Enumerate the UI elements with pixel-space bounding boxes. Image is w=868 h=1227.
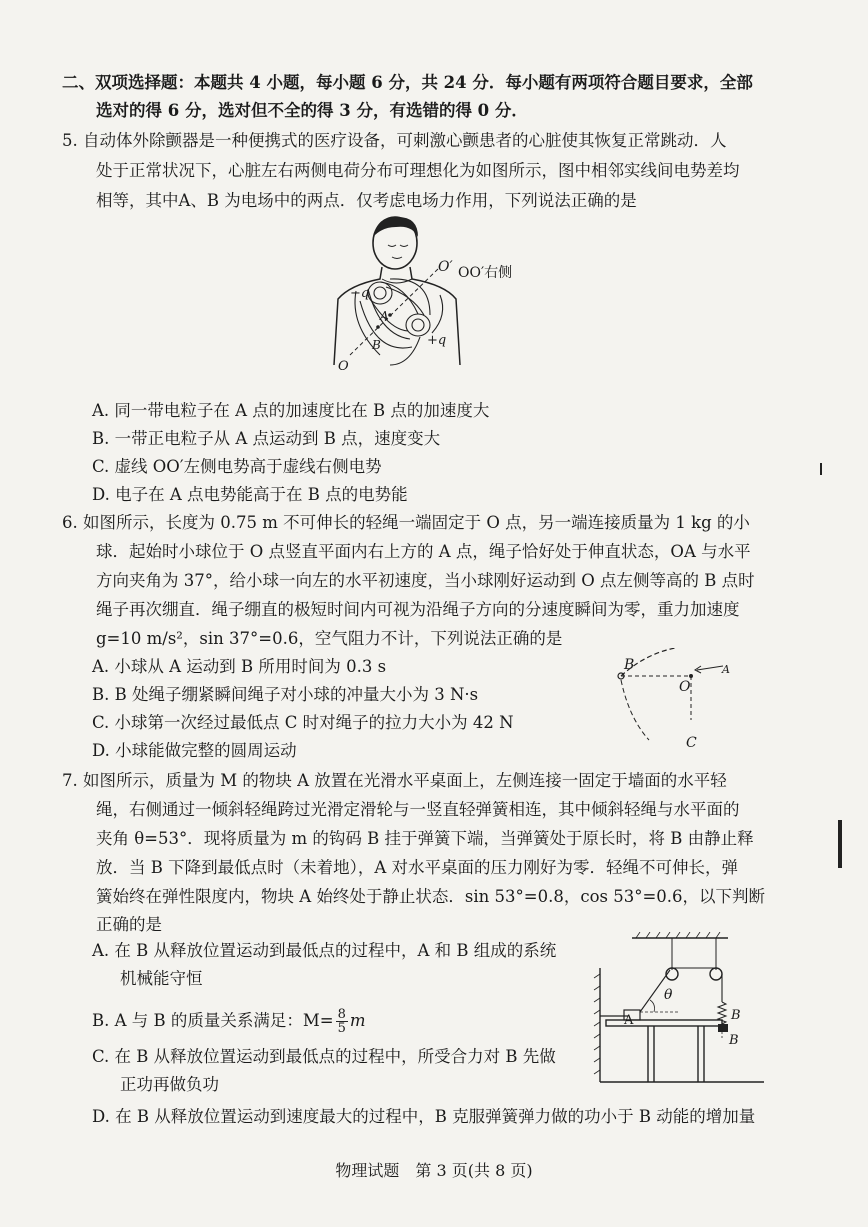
scan-mark-2 xyxy=(838,820,842,868)
q5-stem-line3: 相等，其中A、B 为电场中的两点．仅考虑电场力作用，下列说法正确的是 xyxy=(96,191,637,210)
q7-option-b-fraction xyxy=(336,1008,348,1035)
q7-pulley-figure xyxy=(588,932,768,1104)
q7-label-theta: θ xyxy=(664,987,673,1003)
q5-stem-line1: 5. 自动体外除颤器是一种便携式的医疗设备，可刺激心颤患者的心脏使其恢复正常跳动．人 xyxy=(62,131,727,150)
q7-option-a-line1: A. 在 B 从释放位置运动到最低点的过程中，A 和 B 组成的系统 xyxy=(92,941,557,960)
q7-option-b-numerator: 8 xyxy=(337,1007,346,1022)
q5-stem-line2: 处于正常状况下，心脏左右两侧电荷分布可理想化为如图所示，图中相邻实线间电势差均 xyxy=(96,161,740,180)
q6-stem-line1: 6. 如图所示，长度为 0.75 m 不可伸长的轻绳一端固定于 O 点，另一端连接质量为 1 kg 的小 xyxy=(62,513,750,532)
q7-label-b-bottom: B xyxy=(729,1033,739,1048)
q6-label-a: A xyxy=(722,663,730,676)
q6-label-o: O xyxy=(679,679,691,695)
q6-option-b: B. B 处绳子绷紧瞬间绳子对小球的冲量大小为 3 N·s xyxy=(92,685,479,704)
scan-mark-1 xyxy=(820,463,822,475)
page-footer: 物理试题 第 3 页(共 8 页) xyxy=(335,1161,533,1180)
q7-option-b-prefix: B. A 与 B 的质量关系满足：M= xyxy=(92,1011,334,1030)
q7-stem-line5: 簧始终在弹性限度内，物块 A 始终处于静止状态．sin 53°=0.8，cos 53°=0.6，以下判断 xyxy=(96,887,766,906)
q6-option-d: D. 小球能做完整的圆周运动 xyxy=(92,741,297,760)
q7-option-a-line2: 机械能守恒 xyxy=(120,969,203,988)
section-header-line1: 二、双项选择题：本题共 4 小题，每小题 6 分，共 24 分．每小题有两项符合题目要求，全部 xyxy=(62,73,753,92)
q6-stem-line3: 方向夹角为 37°，给小球一向左的水平初速度，当小球刚好运动到 O 点左侧等高的 B 点时 xyxy=(96,571,755,590)
q7-stem-line6: 正确的是 xyxy=(96,915,162,934)
q5-label-plus-q: +q xyxy=(427,333,447,348)
q5-label-a: A xyxy=(380,309,389,323)
q6-label-c: C xyxy=(686,735,697,751)
q7-option-c-line2: 正功再做负功 xyxy=(120,1075,219,1094)
q7-label-b-top: B xyxy=(731,1008,741,1023)
q5-option-d: D. 电子在 A 点电势能高于在 B 点的电势能 xyxy=(92,485,408,504)
q5-option-c: C. 虚线 OO′左侧电势高于虚线右侧电势 xyxy=(92,457,382,476)
q5-option-b: B. 一带正电粒子从 A 点运动到 B 点，速度变大 xyxy=(92,429,441,448)
q7-option-b-denominator: 5 xyxy=(337,1021,346,1036)
q6-label-b: B xyxy=(624,657,635,673)
q7-option-c-line1: C. 在 B 从释放位置运动到最低点的过程中，所受合力对 B 先做 xyxy=(92,1047,556,1066)
q6-stem-line4: 绳子再次绷直．绳子绷直的极短时间内可视为沿绳子方向的分速度瞬间为零，重力加速度 xyxy=(96,600,740,619)
q5-option-a: A. 同一带电粒子在 A 点的加速度比在 B 点的加速度大 xyxy=(92,401,490,420)
q7-option-b xyxy=(92,1008,366,1035)
q6-stem-line2: 球．起始时小球位于 O 点竖直平面内右上方的 A 点，绳子恰好处于伸直状态，OA 与水平 xyxy=(96,542,751,561)
q7-stem-line1: 7. 如图所示，质量为 M 的物块 A 放置在光滑水平桌面上，左侧连接一固定于墙面的水平轻 xyxy=(62,771,727,790)
q6-option-c: C. 小球第一次经过最低点 C 时对绳子的拉力大小为 42 N xyxy=(92,713,514,732)
q7-stem-line2: 绳，右侧通过一倾斜轻绳跨过光滑定滑轮与一竖直轻弹簧相连，其中倾斜轻绳与水平面的 xyxy=(96,800,740,819)
q7-stem-line3: 夹角 θ=53°．现将质量为 m 的钩码 B 挂于弹簧下端，当弹簧处于原长时，将 B 由静止释 xyxy=(96,829,754,848)
q6-stem-line5: g=10 m/s²，sin 37°=0.6，空气阻力不计，下列说法正确的是 xyxy=(96,629,563,648)
q5-label-b: B xyxy=(372,338,381,352)
section-header-line2: 选对的得 6 分，选对但不全的得 3 分，有选错的得 0 分． xyxy=(96,101,528,120)
q7-stem-line4: 放．当 B 下降到最低点时（未着地），A 对水平桌面的压力刚好为零．轻绳不可伸长，弹 xyxy=(96,858,739,877)
q5-label-minus-q: −q xyxy=(350,286,370,301)
q7-label-a: A xyxy=(624,1013,634,1028)
q5-label-o: O xyxy=(338,359,349,374)
q7-option-b-suffix: m xyxy=(349,1011,366,1030)
q7-option-d: D. 在 B 从释放位置运动到速度最大的过程中，B 克服弹簧弹力做的功小于 B 动能的增加量 xyxy=(92,1107,756,1126)
q5-label-right-side: OO′右侧 xyxy=(458,265,513,281)
q6-option-a: A. 小球从 A 运动到 B 所用时间为 0.3 s xyxy=(92,657,387,676)
q5-label-o-prime: O′ xyxy=(438,259,453,275)
